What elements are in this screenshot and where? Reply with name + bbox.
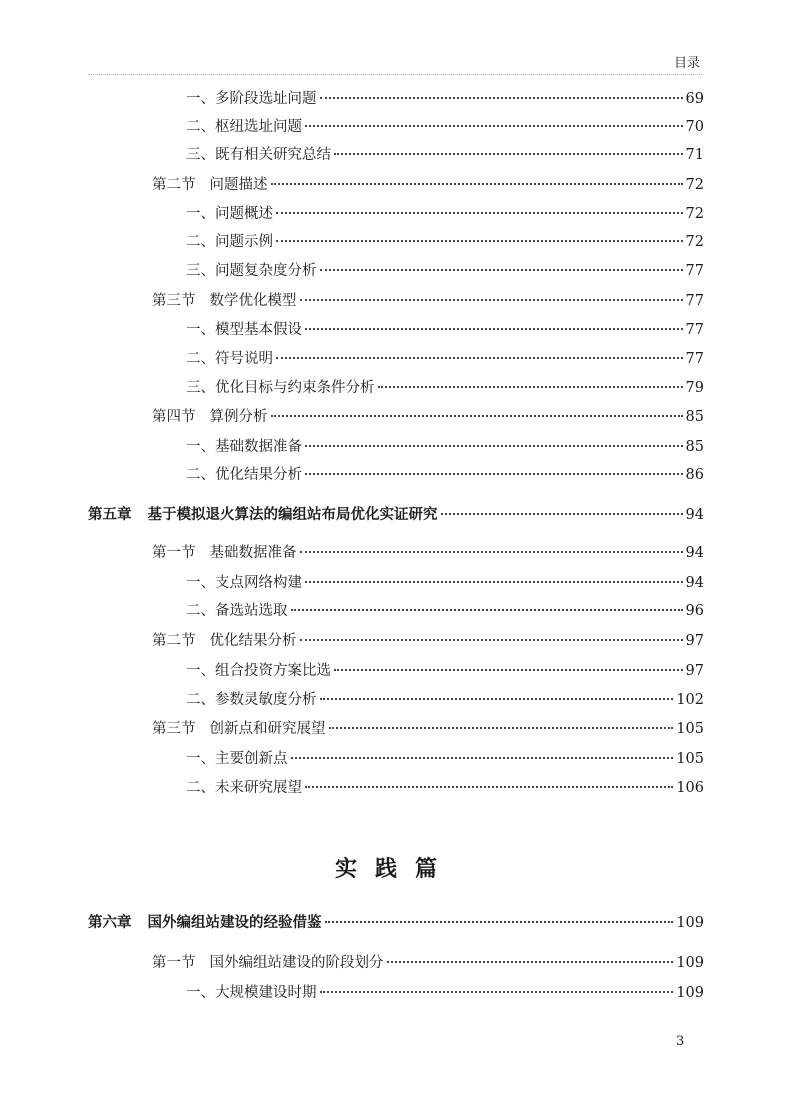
toc-entry-number: 第五章 — [88, 507, 132, 523]
toc-entry-title: 问题复杂度分析 — [215, 263, 317, 279]
toc-entry-number: 二、 — [186, 603, 215, 619]
toc-entry-page: 105 — [676, 751, 704, 767]
toc-entry-page: 102 — [676, 692, 704, 708]
toc-entry-title: 创新点和研究展望 — [209, 721, 326, 737]
toc-entry-title: 未来研究展望 — [215, 780, 302, 796]
toc-entry-number: 第二节 — [152, 633, 196, 649]
toc-entry-title: 国外编组站建设的经验借鉴 — [147, 915, 322, 931]
toc-entry-number: 二、 — [186, 234, 215, 250]
toc-entry-section[interactable] — [152, 291, 704, 311]
toc-entry-page: 72 — [685, 234, 704, 250]
toc-entry-number: 二、 — [186, 780, 215, 796]
toc-entry-number: 第一节 — [152, 545, 196, 561]
toc-entry-item[interactable] — [186, 204, 704, 224]
toc-entry-title: 主要创新点 — [215, 751, 288, 767]
toc-entry-title: 优化目标与约束条件分析 — [215, 380, 375, 396]
toc-entry-number: 一、 — [186, 663, 215, 679]
toc-dot-leader — [305, 124, 683, 127]
toc-entry-title: 数学优化模型 — [209, 293, 297, 309]
toc-dot-leader — [320, 96, 683, 99]
toc-entry-page: 72 — [685, 206, 704, 222]
toc-dot-leader — [300, 638, 683, 641]
toc-entry-number: 二、 — [186, 467, 215, 483]
toc-entry-section[interactable] — [152, 953, 704, 973]
toc-dot-leader — [441, 512, 683, 515]
toc-dot-leader — [334, 152, 683, 155]
toc-dot-leader — [271, 182, 683, 185]
toc-dot-leader — [334, 668, 683, 671]
toc-entry-number: 一、 — [186, 322, 215, 338]
toc-entry-page: 109 — [676, 955, 704, 971]
page-number: 3 — [676, 1034, 685, 1049]
toc-entry-title: 既有相关研究总结 — [215, 147, 331, 163]
toc-entry-item[interactable] — [186, 349, 704, 369]
toc-entry-page: 94 — [685, 545, 704, 561]
toc-entry-chapter[interactable] — [88, 505, 704, 525]
toc-entry-page: 79 — [685, 380, 704, 396]
toc-entry-number: 第三节 — [152, 293, 196, 309]
toc-entry-item[interactable] — [186, 232, 704, 252]
toc-entry-item[interactable] — [186, 465, 704, 485]
toc-entry-title: 问题描述 — [209, 177, 268, 193]
toc-entry-title: 基础数据准备 — [215, 439, 302, 455]
toc-entry-page: 109 — [676, 985, 704, 1001]
toc-dot-leader — [300, 550, 683, 553]
toc-entry-item[interactable] — [186, 778, 704, 798]
toc-entry-chapter[interactable] — [88, 913, 704, 933]
toc-dot-leader — [378, 385, 683, 388]
toc-entry-number: 一、 — [186, 751, 215, 767]
toc-entry-title: 优化结果分析 — [215, 467, 302, 483]
toc-entry-title: 支点网络构建 — [215, 575, 302, 591]
toc-entry-section[interactable] — [152, 175, 704, 195]
toc-entry-item[interactable] — [186, 145, 704, 165]
toc-entry-page: 70 — [685, 119, 704, 135]
toc-entry-item[interactable] — [186, 378, 704, 398]
toc-entry-page: 85 — [685, 409, 704, 425]
toc-entry-section[interactable] — [152, 719, 704, 739]
toc-entry-page: 105 — [676, 721, 704, 737]
toc-entry-number: 二、 — [186, 351, 215, 367]
toc-entry-number: 二、 — [186, 119, 215, 135]
toc-entry-item[interactable] — [186, 749, 704, 769]
toc-entry-item[interactable] — [186, 320, 704, 340]
header-divider — [88, 74, 702, 75]
toc-entry-page: 69 — [685, 91, 704, 107]
toc-entry-title: 大规模建设时期 — [215, 985, 317, 1001]
toc-dot-leader — [320, 268, 683, 271]
toc-entry-number: 一、 — [186, 91, 215, 107]
toc-entry-number: 三、 — [186, 380, 215, 396]
toc-entry-page: 109 — [676, 915, 704, 931]
toc-entry-item[interactable] — [186, 437, 704, 457]
toc-entry-page: 71 — [685, 147, 704, 163]
toc-dot-leader — [325, 920, 674, 923]
toc-entry-title: 枢纽选址问题 — [215, 119, 302, 135]
toc-dot-leader — [291, 756, 674, 759]
toc-entry-title: 组合投资方案比选 — [215, 663, 331, 679]
toc-entry-title: 优化结果分析 — [209, 633, 297, 649]
toc-dot-leader — [329, 726, 674, 729]
toc-entry-number: 三、 — [186, 147, 215, 163]
toc-entry-item[interactable] — [186, 117, 704, 137]
toc-entry-title: 问题示例 — [215, 234, 273, 250]
toc-entry-number: 第四节 — [152, 409, 196, 425]
toc-dot-leader — [276, 211, 683, 214]
toc-entry-number: 二、 — [186, 692, 215, 708]
toc-entry-page: 96 — [685, 603, 704, 619]
toc-entry-number: 一、 — [186, 985, 215, 1001]
toc-entry-page: 94 — [685, 575, 704, 591]
toc-dot-leader — [305, 580, 683, 583]
toc-entry-title: 参数灵敏度分析 — [215, 692, 317, 708]
toc-dot-leader — [276, 356, 683, 359]
toc-entry-section[interactable] — [152, 543, 704, 563]
toc-dot-leader — [271, 414, 683, 417]
toc-dot-leader — [300, 298, 683, 301]
toc-entry-title: 问题概述 — [215, 206, 273, 222]
header-title: 目录 — [673, 56, 700, 71]
toc-entry-page: 86 — [685, 467, 704, 483]
toc-entry-page: 77 — [685, 322, 704, 338]
toc-entry-number: 第六章 — [88, 915, 132, 931]
toc-entry-title: 国外编组站建设的阶段划分 — [209, 955, 384, 971]
part-heading: 实践篇 — [334, 856, 455, 882]
toc-entry-title: 基于模拟退火算法的编组站布局优化实证研究 — [147, 507, 438, 523]
toc-entry-page: 85 — [685, 439, 704, 455]
toc-entry-title: 备选站选取 — [215, 603, 288, 619]
toc-entry-item[interactable] — [186, 690, 704, 710]
toc-entry-title: 基础数据准备 — [209, 545, 297, 561]
toc-entry-number: 一、 — [186, 439, 215, 455]
toc-entry-section[interactable] — [152, 407, 704, 427]
toc-dot-leader — [305, 444, 683, 447]
toc-entry-item[interactable] — [186, 573, 704, 593]
toc-entry-number: 第三节 — [152, 721, 196, 737]
toc-entry-number: 第二节 — [152, 177, 196, 193]
toc-entry-item[interactable] — [186, 661, 704, 681]
toc-dot-leader — [291, 608, 683, 611]
toc-entry-number: 三、 — [186, 263, 215, 279]
toc-dot-leader — [276, 239, 683, 242]
toc-entry-section[interactable] — [152, 631, 704, 651]
toc-entry-item[interactable] — [186, 89, 704, 109]
toc-dot-leader — [305, 785, 673, 788]
toc-entry-page: 97 — [685, 633, 704, 649]
toc-entry-page: 106 — [676, 780, 704, 796]
toc-entry-page: 77 — [685, 351, 704, 367]
toc-entry-item[interactable] — [186, 601, 704, 621]
toc-dot-leader — [320, 697, 674, 700]
toc-entry-item[interactable] — [186, 983, 704, 1003]
toc-entry-number: 一、 — [186, 206, 215, 222]
toc-entry-title: 算例分析 — [209, 409, 268, 425]
toc-dot-leader — [305, 472, 683, 475]
toc-dot-leader — [387, 960, 674, 963]
toc-entry-page: 77 — [685, 263, 704, 279]
toc-entry-page: 77 — [685, 293, 704, 309]
toc-entry-page: 97 — [685, 663, 704, 679]
toc-dot-leader — [320, 990, 674, 993]
toc-entry-number: 第一节 — [152, 955, 196, 971]
toc-entry-page: 72 — [685, 177, 704, 193]
toc-entry-page: 94 — [685, 507, 704, 523]
toc-entry-item[interactable] — [186, 261, 704, 281]
toc-dot-leader — [305, 327, 683, 330]
toc-entry-title: 多阶段选址问题 — [215, 91, 317, 107]
toc-entry-title: 符号说明 — [215, 351, 273, 367]
toc-entry-number: 一、 — [186, 575, 215, 591]
toc-entry-title: 模型基本假设 — [215, 322, 302, 338]
